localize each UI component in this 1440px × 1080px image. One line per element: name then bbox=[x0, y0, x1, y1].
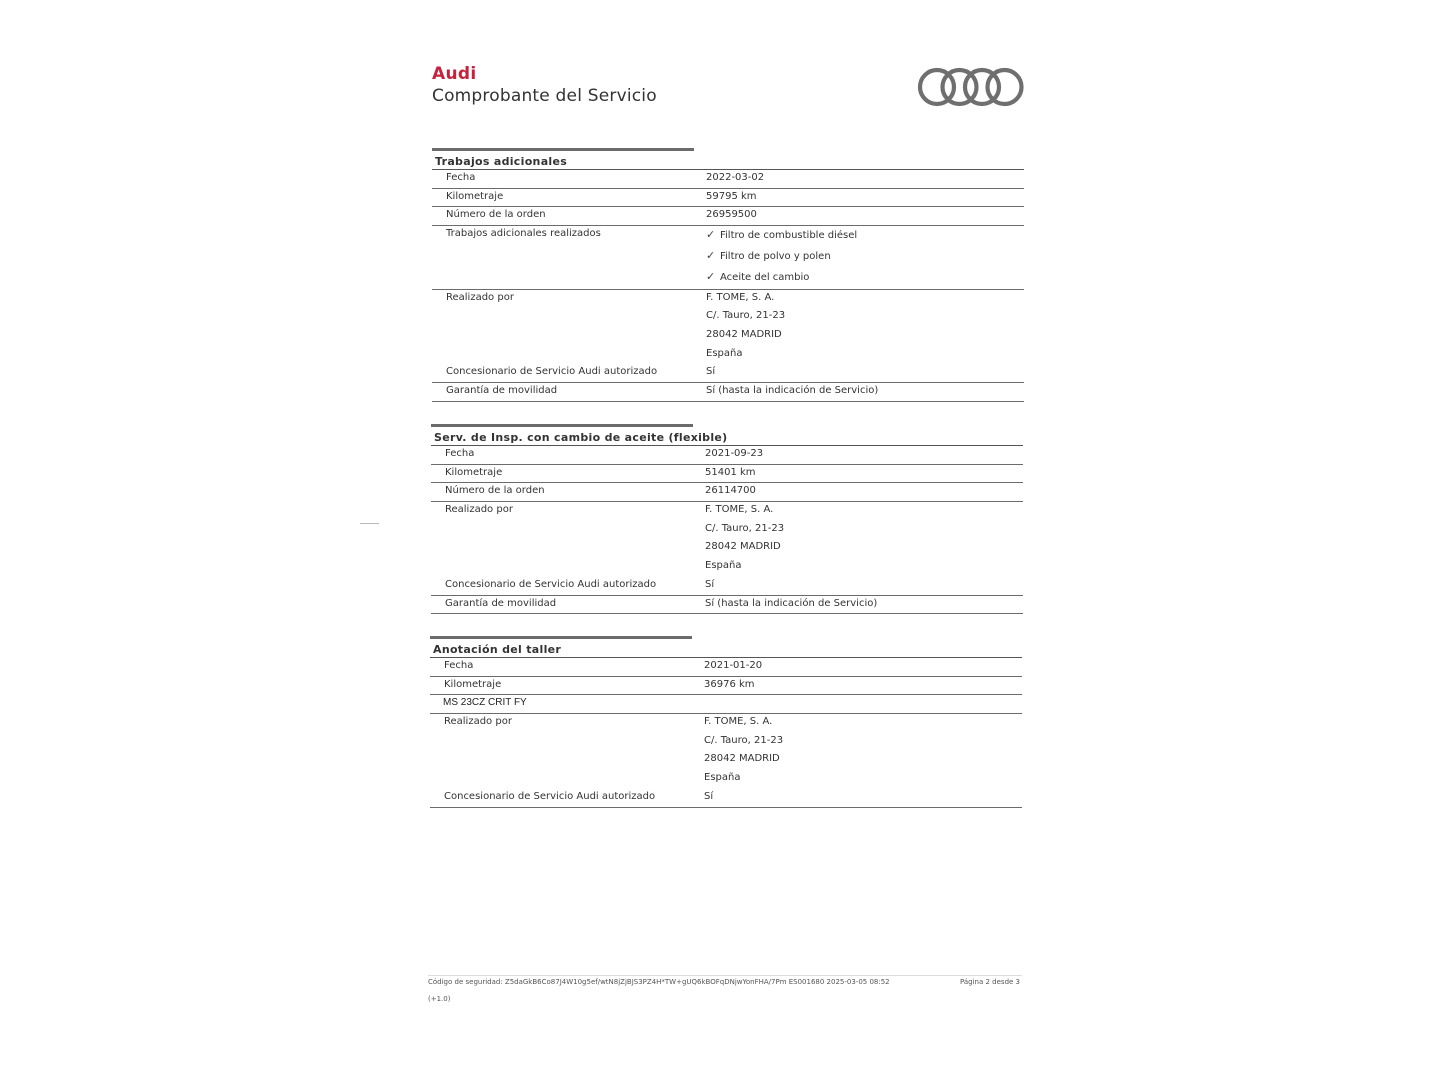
value-text: F. TOME, S. A. bbox=[704, 716, 773, 728]
version-label: (+1.0) bbox=[428, 995, 451, 1003]
service-section bbox=[430, 636, 1022, 808]
value-line bbox=[704, 791, 713, 810]
value-text: Sí bbox=[704, 790, 714, 802]
value-text: C/. Tauro, 21-23 bbox=[706, 310, 786, 322]
value-line bbox=[704, 716, 783, 735]
page-number: Página 2 desde 3 bbox=[959, 978, 1020, 986]
row-label: Fecha bbox=[446, 172, 476, 183]
checkmark-icon: ✓ bbox=[706, 228, 716, 242]
value-line bbox=[706, 249, 857, 270]
section-title: Serv. de Insp. con cambio de aceite (flexible) bbox=[434, 431, 728, 444]
footer-divider bbox=[428, 975, 1022, 976]
row-label: Realizado por bbox=[444, 716, 512, 728]
value-text: 51401 km bbox=[705, 466, 756, 478]
row-label: Kilometraje bbox=[444, 678, 502, 690]
value-line bbox=[706, 228, 857, 249]
value-text: 2021-09-23 bbox=[705, 448, 764, 459]
value-text: 28042 MADRID bbox=[706, 329, 782, 341]
audi-rings-logo-icon bbox=[916, 66, 1026, 108]
record-row bbox=[432, 364, 1024, 383]
value-line bbox=[705, 541, 784, 560]
record-row bbox=[430, 695, 1022, 714]
row-label: Realizado por bbox=[446, 291, 514, 303]
scan-mark bbox=[360, 523, 379, 524]
value-text: España bbox=[706, 347, 743, 359]
record-row bbox=[430, 789, 1022, 808]
record-row bbox=[432, 290, 1024, 365]
section-title: Anotación del taller bbox=[433, 643, 562, 656]
value-text: Sí bbox=[706, 366, 716, 378]
workshop-note: MS 23CZ CRIT FY bbox=[443, 697, 527, 709]
record-row bbox=[431, 596, 1023, 615]
row-label: Concesionario de Servicio Audi autorizado bbox=[446, 366, 658, 378]
value-text: C/. Tauro, 21-23 bbox=[705, 522, 785, 534]
value-text: 26959500 bbox=[706, 209, 757, 221]
value-text: F. TOME, S. A. bbox=[706, 291, 775, 303]
checkmark-icon: ✓ bbox=[706, 249, 716, 263]
row-value bbox=[706, 292, 785, 367]
value-line bbox=[706, 310, 785, 329]
record-row bbox=[431, 483, 1023, 502]
record-row bbox=[432, 383, 1024, 402]
value-text: C/. Tauro, 21-23 bbox=[704, 734, 784, 746]
section-title: Trabajos adicionales bbox=[435, 155, 568, 168]
record-row bbox=[432, 226, 1024, 290]
row-value bbox=[704, 791, 713, 810]
row-label: Fecha bbox=[445, 448, 475, 459]
value-text: 28042 MADRID bbox=[704, 753, 780, 765]
document-header bbox=[432, 64, 657, 106]
row-value bbox=[705, 598, 877, 617]
record-row bbox=[432, 189, 1024, 208]
service-section bbox=[431, 424, 1023, 614]
value-text: 26114700 bbox=[705, 485, 756, 497]
record-row bbox=[431, 446, 1023, 465]
value-line bbox=[706, 385, 878, 404]
row-value bbox=[706, 385, 878, 404]
record-row bbox=[432, 170, 1024, 189]
row-label: Fecha bbox=[444, 660, 474, 671]
record-row bbox=[430, 714, 1022, 789]
value-line bbox=[706, 292, 785, 311]
value-text: 36976 km bbox=[704, 678, 755, 690]
record-row bbox=[432, 207, 1024, 226]
value-text: F. TOME, S. A. bbox=[705, 504, 774, 516]
value-text: Aceite del cambio bbox=[720, 272, 810, 284]
value-text: Sí (hasta la indicación de Servicio) bbox=[705, 597, 878, 609]
value-text: 28042 MADRID bbox=[705, 541, 781, 553]
row-label: Número de la orden bbox=[445, 485, 545, 497]
value-line bbox=[705, 598, 877, 617]
row-label: Kilometraje bbox=[446, 190, 504, 202]
record-row bbox=[431, 465, 1023, 484]
row-value bbox=[704, 716, 783, 791]
value-text: Filtro de combustible diésel bbox=[720, 230, 858, 242]
value-text: 2022-03-02 bbox=[706, 172, 765, 183]
service-section bbox=[432, 148, 1024, 402]
value-text: España bbox=[704, 772, 741, 784]
row-label: Concesionario de Servicio Audi autorizado bbox=[445, 578, 657, 590]
document-title: Comprobante del Servicio bbox=[432, 86, 657, 106]
checkmark-icon: ✓ bbox=[706, 270, 716, 284]
value-line bbox=[706, 270, 857, 291]
value-text: Sí (hasta la indicación de Servicio) bbox=[706, 385, 879, 397]
row-label: Concesionario de Servicio Audi autorizado bbox=[444, 790, 656, 802]
value-text: Filtro de polvo y polen bbox=[720, 251, 831, 263]
brand-name: Audi bbox=[432, 64, 477, 84]
value-line bbox=[704, 735, 783, 754]
value-text: 2021-01-20 bbox=[704, 660, 763, 671]
value-text: España bbox=[705, 560, 742, 572]
value-line bbox=[705, 523, 784, 542]
value-text: 59795 km bbox=[706, 190, 757, 202]
record-row bbox=[430, 677, 1022, 696]
row-label: Kilometraje bbox=[445, 466, 503, 478]
record-row bbox=[431, 577, 1023, 596]
record-row bbox=[430, 658, 1022, 677]
value-line bbox=[706, 329, 785, 348]
row-value bbox=[706, 228, 857, 292]
row-label: Número de la orden bbox=[446, 209, 546, 221]
row-value bbox=[705, 504, 784, 579]
value-text: Sí bbox=[705, 578, 715, 590]
row-label: Trabajos adicionales realizados bbox=[446, 228, 601, 240]
security-code: Código de seguridad: Z5daGkB6Co87J4W10g5ef/wtN8jZjBJS3PZ4H*TW+gUQ6kBOFqDNjwYonFHA/7Pm ES001680 2025-03-05 08:52 bbox=[428, 978, 890, 986]
row-label: Realizado por bbox=[445, 504, 513, 516]
record-row bbox=[431, 502, 1023, 577]
row-label: Garantía de movilidad bbox=[446, 385, 558, 397]
value-line bbox=[704, 753, 783, 772]
value-line bbox=[705, 504, 784, 523]
row-label: Garantía de movilidad bbox=[445, 597, 557, 609]
